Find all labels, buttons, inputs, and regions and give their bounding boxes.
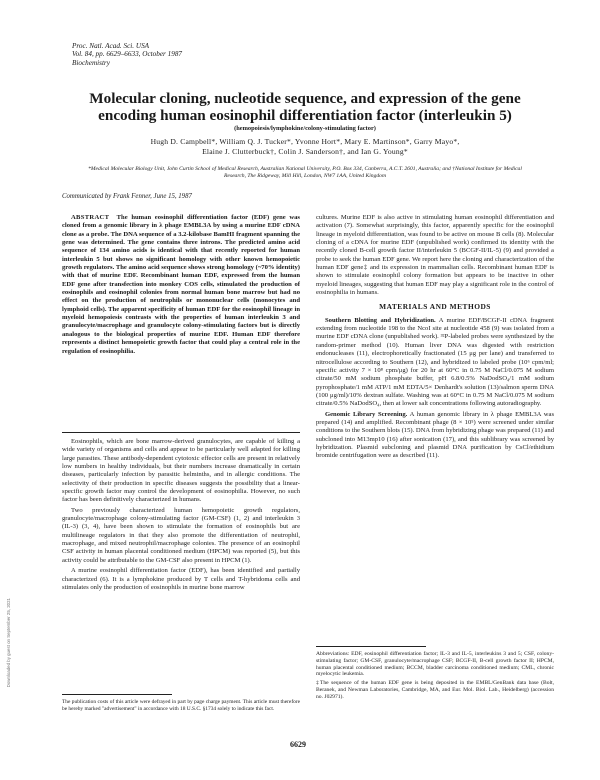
affiliations: *Medical Molecular Biology Unit, John Curtin School of Medical Research, Australian National University, P.O. Box 334, Canberra, A.C.T. 2601, Australia; and †National Institute for Medical Research, The Ridgeway, Mill Hill, London, NW7 1AA, United Kingdom [88,166,522,179]
intro-paragraph-2: Two previously characterized human hemopoietic growth regulators, granulocyte/macrophage colony-stimulating factor (GM-CSF) (1, 2) and interleukin 3 (IL-3) (3, 4), have been shown to stimulate the formation of eosinophils but are multilineage regulators in that they also promote the differentiation of neutrophil, macrophage, and mixed neutrophil/macrophage colonies. The presence of an eosinophil CSF activity in human placental conditioned medium (HPCM) was reported (5), but this activity could be attributable to the GM-CSF also present in HPCM (1). [62,506,300,564]
publication-note: The publication costs of this article were defrayed in part by page charge payment. This article must therefore be hereby marked "advertisement" in accordance with 18 U.S.C. §1734 solely to indicate this fact. [62,699,300,712]
methods-paragraph-2 [316,411,554,461]
author-list [70,137,540,157]
article-title: Molecular cloning, nucleotide sequence, and expression of the gene encoding human eosinophil differentiation factor (interleukin 5) [89,90,521,124]
authors-line-1: Hugh D. Campbell*, William Q. J. Tucker*, Yvonne Hort*, Mary E. Martinson*, Garry Mayo*, [150,137,460,146]
abstract-text: The human eosinophil differentiation factor (EDF) gene was cloned from a genomic library in λ phage EMBL3A by using a murine EDF cDNA clone as a probe. The DNA sequence of a 3.2-kilobase BamHI fragment spanning the gene was determined. The gene contains three introns. The predicted amino acid sequence of 134 amino acids is identical with that recently reported for human interleukin 5 but shows no significant homology with other known hemopoietic growth regulators. The amino acid sequence shows strong homology (~70% identity) with that of murine EDF. Recombinant human EDF, expressed from the human EDF gene after transfection into monkey COS cells, stimulated the production of eosinophils and eosinophil colonies from normal human bone marrow but had no effect on the production of neutrophils or mononuclear cells (monocytes and lymphoid cells). The apparent specificity of human EDF for the eosinophil lineage in myeloid hemopoiesis contrasts with the properties of human interleukin 3 and granulocyte/macrophage and granulocyte colony-stimulating factors but is directly analogous to the biological properties of murine EDF. Human EDF therefore represents a distinct hemopoietic growth factor that could play a central role in the regulation of eosinophilia. [62,214,300,355]
methods-runin-1: Southern Blotting and Hybridization. [325,316,436,324]
abstract-label: ABSTRACT [71,214,110,221]
publication-footnote [62,699,300,714]
keywords: (hemopoiesis/lymphokine/colony-stimulating factor) [234,125,376,132]
abstract [62,214,300,358]
page-number: 6629 [290,740,306,749]
journal-header [72,42,182,67]
abbreviations-note: Abbreviations: EDF, eosinophil differentiation factor; IL-3 and IL-5, interleukins 3 and 5; CSF, colony-stimulating factor; GM-CSF, granulocyte/macrophage CSF; BCGF-II, B-cell growth factor II; HPCM, human placental conditioned medium; BCCM, bladder carcinoma conditioned medium; CML, chronic myelocytic leukemia. [316,651,554,678]
footnote-divider-left [62,694,172,695]
journal-name: Proc. Natl. Acad. Sci. USA [72,42,150,50]
journal-section: Biochemistry [72,58,110,67]
methods-runin-2: Genomic Library Screening. [325,410,408,418]
sequence-deposit-note: ‡The sequence of the human EDF gene is being deposited in the EMBL/GenBank data base (Bolt, Beranek, and Newman Laboratories, Cambridge, MA, and Eur. Mol. Biol. Lab., Heidelberg) (accession no. J02971). [316,680,554,700]
introduction [62,438,300,594]
methods-heading: MATERIALS AND METHODS [379,302,491,312]
authors-line-2: Elaine J. Clutterbuck†, Colin J. Sanderson†, and Ian G. Young* [202,147,408,156]
abstract-divider [62,432,300,433]
intro-continued: cultures. Murine EDF is also active in stimulating human eosinophil differentiation and activation (7). Somewhat surprisingly, this factor, apparently specific for the eosinophil lineage in myeloid differentiation, was found to be active on mouse B cells (8). Molecular cloning of a cDNA for murine EDF (unpublished work) confirmed its identity with the recently cloned B-cell growth factor II/interleukin 5 (BCGF-II/IL-5) (9) and provided a probe to seek the human EDF gene. We report here the cloning and characterization of the human EDF gene‡ and its expression in mammalian cells. Recombinant human EDF is shown to stimulate eosinophil colony formation but appears to be inactive in other myeloid lineages, suggesting that human EDF may play a significant role in the control of eosinophilia in humans. [316,214,554,297]
methods-paragraph-1 [316,317,554,409]
download-watermark [6,598,12,768]
journal-volume: Vol. 84, pp. 6629–6633, October 1987 [72,50,183,59]
intro-paragraph-3: A murine eosinophil differentiation factor (EDF), has been identified and partially characterized (6). It is a lymphokine produced by T cells and T-hybridoma cells and stimulates only the production of eosinophils in murine bone marrow [62,567,300,591]
download-watermark-text: Downloaded by guest on September 25, 2021 [6,598,11,688]
communicated-by: Communicated by Frank Fenner, June 15, 1987 [62,193,192,200]
footnote-divider-right [316,646,426,647]
methods-text-1: A murine EDF/BCGF-II cDNA fragment extending from nucleotide 198 to the NcoI site at nucleotide 458 (9) was isolated from a murine EDF cDNA clone (unpublished work). ³²P-labeled probes were synthesized by the random-primer method (10). Human liver DNA was digested with restriction endonucleases (11), electrophoretically fractionated (15 μg per lane) and transferred to nitrocellulose according to Southern (12), and hybridized to labeled probe (10⁶ cpm/ml; specific activity 7 × 10⁸ cpm/μg) for 20 hr at 60°C in 0.75 M NaCl/0.075 M sodium citrate/50 mM sodium phosphate buffer, pH 6.8/0.5% NaDodSO₄/1 mM sodium pyrophosphate/1 mM ATP/1 mM EDTA/5× Denhardt's solution (13)/salmon sperm DNA (100 μg/ml)/10% dextran sulfate. Washing was at 60°C in 0.75 M NaCl/0.075 M sodium citrate/0.5% NaDodSO₄, then at lower salt concentrations following autoradiography. [316,316,554,408]
footnotes [316,651,554,703]
methods-text-2: A human genomic library in λ phage EMBL3A was prepared (14) and amplified. Recombinant phage (8 × 10⁵) were screened under similar conditions to the Southern blots (15). DNA from hybridizing phage was prepared (11) and subcloned into M13mp10 (16) after sonication (17), and this sublibrary was screened by hybridization. Plasmid subcloning and plasmid DNA purification by CsCl/ethidium bromide centrifugation were as described (11). [316,410,555,460]
right-column [316,214,554,463]
intro-paragraph-1: Eosinophils, which are bone marrow-derived granulocytes, are capable of killing a wide variety of organisms and cells and appear to be particularly well adapted for killing large parasites. These antibody-dependent cytotoxic effector cells are present in relatively low numbers in healthy individuals, but their numbers increase dramatically in certain diseases, particularly infection by parasitic helminths, and in allergic conditions. The selectivity of their production in specific diseases suggests the possibility that a linear-specific growth factor may control the development of eosinophilia. However, no such factor has been definitively characterized in humans. [62,438,300,504]
